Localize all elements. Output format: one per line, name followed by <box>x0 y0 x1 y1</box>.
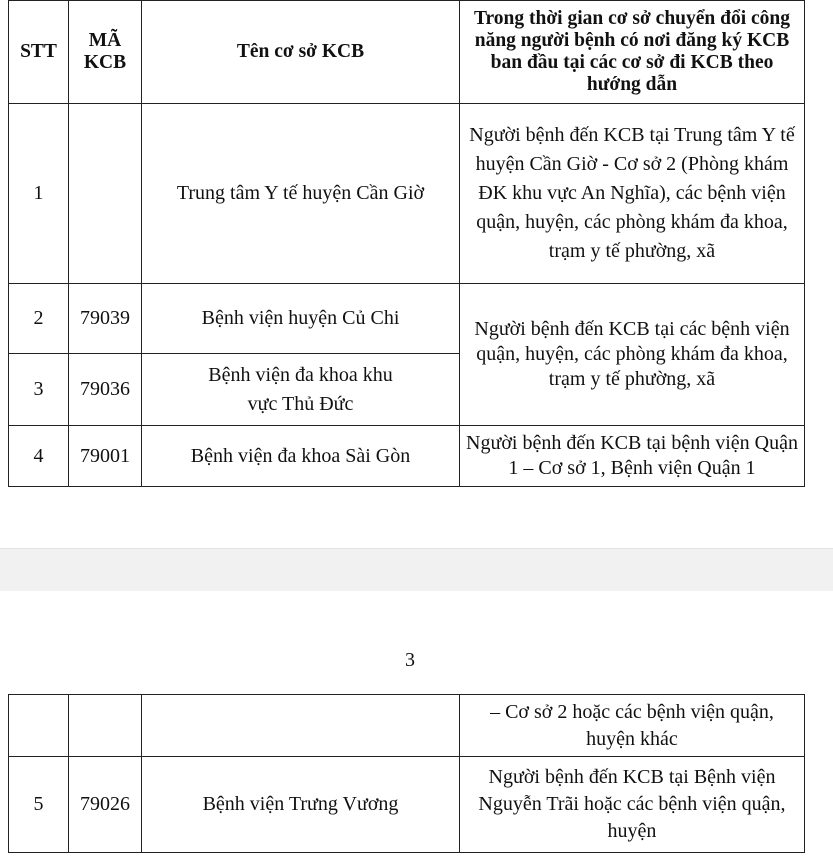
cell-ten-co-so: Bệnh viện huyện Củ Chi <box>142 284 460 354</box>
cell-stt: 2 <box>9 284 69 354</box>
cell-ten-co-so: Bệnh viện Trưng Vương <box>142 757 460 853</box>
kcb-table-continued <box>8 694 805 853</box>
cell-ten-co-so <box>142 695 460 757</box>
cell-huong-dan-merged: Người bệnh đến KCB tại các bệnh viện quận, huyện, các phòng khám đa khoa, trạm y tế phường, xã <box>460 284 805 426</box>
table-row <box>9 757 805 853</box>
cell-stt: 4 <box>9 426 69 487</box>
table-row <box>9 284 805 354</box>
table-row <box>9 695 805 757</box>
page-number: 3 <box>405 649 415 671</box>
kcb-table <box>8 0 805 487</box>
cell-ten-co-so: Bệnh viện đa khoa Sài Gòn <box>142 426 460 487</box>
header-huong-dan: Trong thời gian cơ sở chuyển đổi công năng người bệnh có nơi đăng ký KCB ban đầu tại các cơ sở đi KCB theo hướng dẫn <box>460 1 805 104</box>
cell-ma-kcb: 79036 <box>69 354 142 426</box>
cell-stt: 3 <box>9 354 69 426</box>
cell-huong-dan: Người bệnh đến KCB tại Trung tâm Y tế huyện Cần Giờ - Cơ sở 2 (Phòng khám ĐK khu vực An Nghĩa), các bệnh viện quận, huyện, các phòng khám đa khoa, trạm y tế phường, xã <box>460 104 805 284</box>
cell-huong-dan: Người bệnh đến KCB tại bệnh viện Quận 1 – Cơ sở 1, Bệnh viện Quận 1 <box>460 426 805 487</box>
cell-stt: 5 <box>9 757 69 853</box>
cell-ten-co-so: Bệnh viện đa khoa khu vực Thủ Đức <box>142 354 460 426</box>
cell-ma-kcb: 79001 <box>69 426 142 487</box>
cell-huong-dan: Người bệnh đến KCB tại Bệnh viện Nguyễn Trãi hoặc các bệnh viện quận, huyện <box>460 757 805 853</box>
cell-ten-co-so: Trung tâm Y tế huyện Cần Giờ <box>142 104 460 284</box>
table-header-row <box>9 1 805 104</box>
cell-stt <box>9 695 69 757</box>
cell-huong-dan: – Cơ sở 2 hoặc các bệnh viện quận, huyện khác <box>460 695 805 757</box>
cell-ma-kcb: 79026 <box>69 757 142 853</box>
table-row <box>9 104 805 284</box>
cell-stt: 1 <box>9 104 69 284</box>
cell-ma-kcb <box>69 695 142 757</box>
page-separator <box>0 548 833 592</box>
table-row <box>9 426 805 487</box>
cell-ma-kcb <box>69 104 142 284</box>
header-stt: STT <box>9 1 69 104</box>
header-ten-co-so: Tên cơ sở KCB <box>142 1 460 104</box>
cell-ma-kcb: 79039 <box>69 284 142 354</box>
header-ma-kcb: MÃ KCB <box>69 1 142 104</box>
document-page-bottom <box>0 591 833 857</box>
